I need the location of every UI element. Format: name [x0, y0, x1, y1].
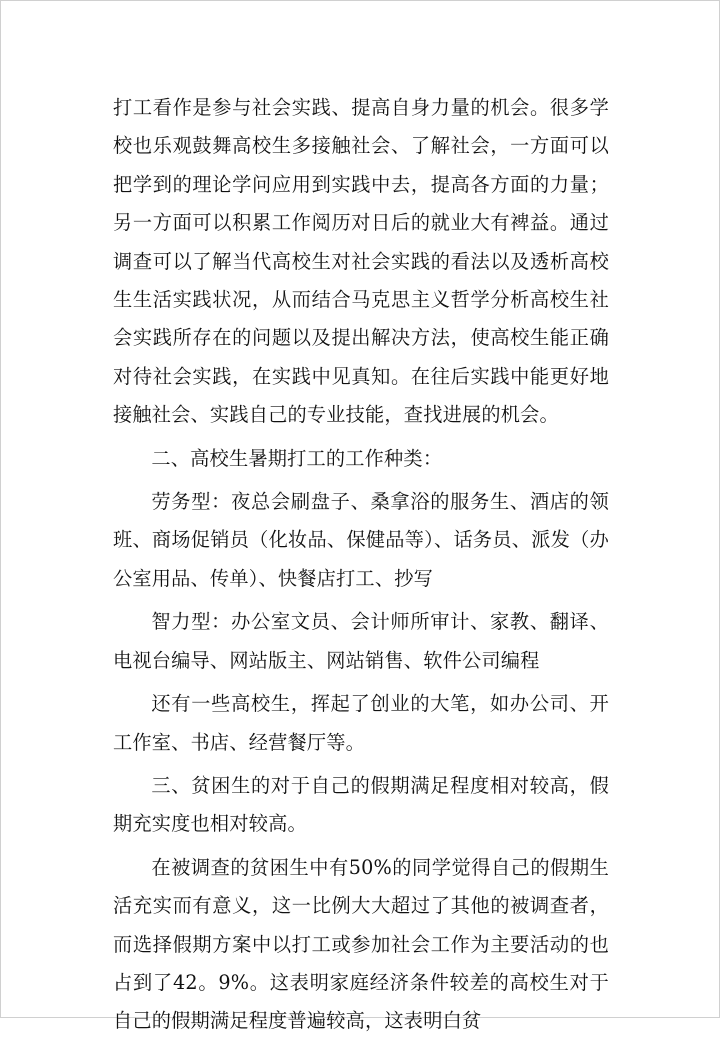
- paragraph-intellectual-jobs: 智力型：办公室文员、会计师所审计、家教、翻译、电视台编导、网站版主、网站销售、软件公司编程: [113, 610, 609, 672]
- paragraph-labor-jobs: 劳务型：夜总会刷盘子、桑拿浴的服务生、酒店的领班、商场促销员（化妆品、保健品等）、话务员、派发（办公室用品、传单）、快餐店打工、抄写: [113, 490, 609, 590]
- paragraph-intro-continued: 打工看作是参与社会实践、提高自身力量的机会。很多学校也乐观鼓舞高校生多接触社会、了解社会，一方面可以把学到的理论学问应用到实践中去，提高各方面的力量；另一方面可以积累工作阅历对日后的就业大有裨益。通过调查可以了解当代高校生对社会实践的看法以及透析高校生生活实践状况，从而结合马克思主义哲学分析高校生社会实践所存在的问题以及提出解决方法，使高校生能正确对待社会实践，在实践中见真知。在往后实践中能更好地接触社会、实践自己的专业技能，查找进展的机会。: [113, 96, 609, 427]
- paragraph-entrepreneurship: 还有一些高校生，挥起了创业的大笔，如办公司、开工作室、书店、经营餐厅等。: [113, 692, 609, 754]
- paragraph-survey-results: 在被调查的贫困生中有50%的同学觉得自己的假期生活充实而有意义，这一比例大大超过了其他的被调查者，而选择假期方案中以打工或参加社会工作为主要活动的也占到了42。9%。这表明家庭经济条件较差的高校生对于自己的假期满足程度普遍较高，这表明白贫: [113, 855, 609, 1033]
- document-body: [113, 89, 609, 1041]
- section-heading-job-types: 二、高校生暑期打工的工作种类：: [151, 446, 443, 470]
- section-heading-poor-students: 三、贫困生的对于自己的假期满足程度相对较高，假期充实度也相对较高。: [113, 773, 609, 836]
